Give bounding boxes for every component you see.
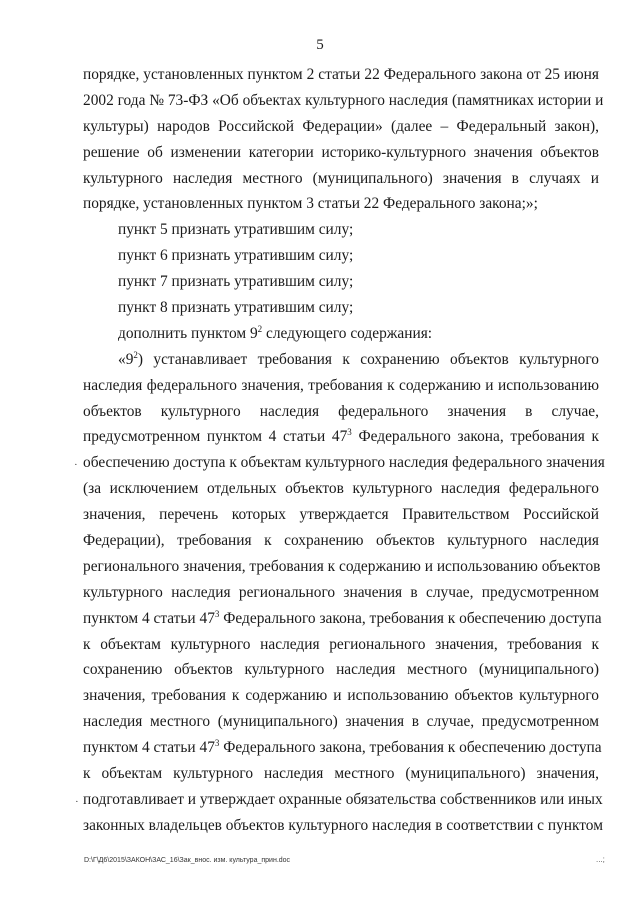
text-line: значения, перечень которых утверждается Правительством Российской [83,506,599,524]
text-fragment: Федерального закона, требования к обеспечению доступа [219,739,602,757]
text-line: пункт 6 признать утратившим силу; [118,247,354,265]
scan-speck: · [74,459,78,471]
text-line: порядке, установленных пунктом 2 статьи 22 Федерального закона от 25 июня [83,66,599,83]
text-line [83,321,599,347]
text-fragment: «9 [118,350,134,368]
text-line [83,424,599,450]
superscript: 3 [214,738,220,749]
superscript: 3 [214,608,220,619]
text-line: сохранению объектов культурного наследия местного (муниципального) [83,661,599,679]
text-line: регионального значения, требования к содержанию и использованию объектов [83,557,601,575]
text-line: объектов культурного наследия федерального значения в случае, [83,402,599,420]
text-line [83,347,599,373]
footer-file-path: D:\Г\Д6\2015\ЗАКОН\ЗАС_16\Зак_внос. изм. культура_прин.doc [84,857,291,864]
text-line [83,606,602,632]
document-body [83,62,605,839]
text-line: обеспечению доступа к объектам культурного наследия федерального значения [83,454,605,472]
text-line: наследия местного (муниципального) значения в случае, предусмотренном [83,713,599,731]
text-line: культурного наследия регионального значения в случае, предусмотренном [83,583,599,601]
text-fragment: предусмотренном пунктом 4 статьи 47 [83,428,348,446]
text-line: (за исключением отдельных объектов культурного наследия федерального [83,480,599,498]
superscript: 2 [257,323,263,334]
text-line [83,735,602,761]
text-line: подготавливает и утверждает охранные обязательства собственников или иных [83,790,603,808]
text-fragment: следующего содержания: [262,324,433,342]
text-line: пункт 7 признать утратившим силу; [118,273,354,291]
text-line: решение об изменении категории историко-культурного значения объектов [83,143,599,161]
text-fragment: Федерального закона, требования к обеспечению доступа [219,609,602,627]
text-line: порядке, установленных пунктом 3 статьи 22 Федерального закона;»; [83,195,538,213]
scan-speck: · [75,796,79,808]
text-line: к объектам культурного наследия регионального значения, требования к [83,635,599,653]
text-line: наследия федерального значения, требования к содержанию и использованию [83,376,599,394]
text-line: пункт 8 признать утратившим силу; [118,299,354,317]
footer-continuation-mark: ...; [596,855,605,864]
text-line: культуры) народов Российской Федерации» (далее – Федеральный закон), [83,117,599,135]
text-line: к объектам культурного наследия местного (муниципального) значения, [83,765,599,783]
text-line: законных владельцев объектов культурного наследия в соответствии с пунктом [83,816,603,834]
text-line: пункт 5 признать утратившим силу; [118,221,354,239]
superscript: 2 [133,349,138,360]
text-line: Федерации), требования к сохранению объектов культурного наследия [83,532,599,550]
text-fragment: дополнить пунктом 9 [118,324,258,342]
text-line: 2002 года № 73-ФЗ «Об объектах культурного наследия (памятниках истории и [83,91,604,109]
text-fragment: пунктом 4 статьи 47 [83,739,215,757]
page-number: 5 [316,37,324,53]
text-fragment: ) устанавливает требования к сохранению объектов культурного [137,350,599,368]
text-fragment: пунктом 4 статьи 47 [83,609,215,627]
text-line: значения, требования к содержанию и использованию объектов культурного [83,687,599,705]
superscript: 3 [347,427,352,438]
text-fragment: Федерального закона, требования к [351,428,599,446]
text-line: культурного наследия местного (муниципального) значения в случаях и [83,169,599,187]
